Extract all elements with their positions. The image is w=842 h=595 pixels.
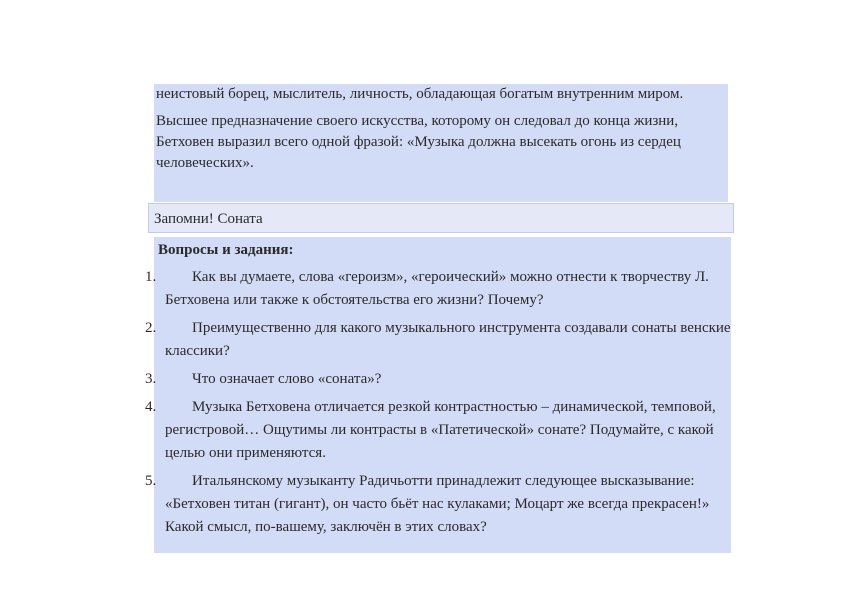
question-text: Итальянскому музыканту Радичьотти принадлежит следующее высказывание: «Бетховен титан (гигант), он часто бьёт нас кулаками; Моцарт же всегда прекрасен!» Какой смысл, по-вашему, заключён в этих словах? — [165, 473, 710, 535]
question-item — [145, 396, 735, 465]
questions-title: Вопросы и задания: — [158, 242, 294, 258]
remember-text: Запомни! Соната — [154, 211, 263, 227]
intro-paragraph-2: Высшее предназначение своего искусства, которому он следовал до конца жизни, Бетховен выразил всего одной фразой: «Музыка должна высекать огонь из сердец человеческих». — [156, 113, 681, 171]
question-item — [145, 266, 735, 312]
remember-bar — [148, 203, 734, 233]
intro-paragraph-1: неистовый борец, мыслитель, личность, обладающая богатым внутренним миром. — [156, 86, 684, 102]
question-number: 5. — [145, 473, 157, 489]
questions-list — [145, 266, 735, 544]
question-item — [145, 470, 735, 539]
question-text: Как вы думаете, слова «героизм», «героический» можно отнести к творчеству Л. Бетховена или также к обстоятельства его жизни? Почему? — [165, 269, 709, 308]
question-item — [145, 368, 735, 391]
question-text: Музыка Бетховена отличается резкой контрастностью – динамической, темповой, регистровой… Ощутимы ли контрасты в «Патетической» сонате? Подумайте, с какой целью они применяются. — [165, 399, 716, 461]
question-number: 1. — [145, 269, 157, 285]
question-text: Преимущественно для какого музыкального инструмента создавали сонаты венские классики? — [165, 320, 731, 359]
question-number: 3. — [145, 371, 157, 387]
question-number: 2. — [145, 320, 157, 336]
intro-text-block — [154, 84, 728, 202]
question-number: 4. — [145, 399, 157, 415]
question-item — [145, 317, 735, 363]
question-text: Что означает слово «соната»? — [192, 371, 382, 387]
